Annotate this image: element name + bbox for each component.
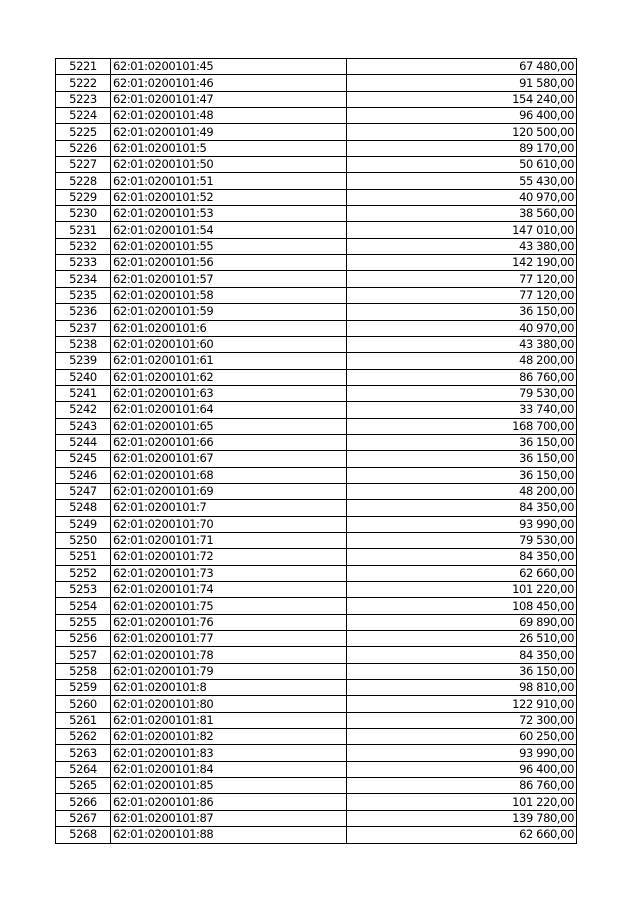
- row-number-cell: 5246: [56, 467, 111, 483]
- cadastral-number-cell: 62:01:0200101:45: [111, 59, 347, 75]
- cadastral-number-cell: 62:01:0200101:69: [111, 483, 347, 499]
- value-cell: 91 580,00: [347, 75, 577, 91]
- value-cell: 98 810,00: [347, 680, 577, 696]
- cadastral-number-cell: 62:01:0200101:58: [111, 287, 347, 303]
- row-number-cell: 5242: [56, 402, 111, 418]
- table-row: [56, 91, 577, 107]
- row-number-cell: 5221: [56, 59, 111, 75]
- table-row: [56, 255, 577, 271]
- cadastral-number-cell: 62:01:0200101:74: [111, 582, 347, 598]
- table-row: [56, 516, 577, 532]
- row-number-cell: 5237: [56, 320, 111, 336]
- value-cell: 84 350,00: [347, 647, 577, 663]
- value-cell: 60 250,00: [347, 729, 577, 745]
- row-number-cell: 5266: [56, 794, 111, 810]
- row-number-cell: 5245: [56, 451, 111, 467]
- value-cell: 139 780,00: [347, 810, 577, 826]
- cadastral-value-table: [55, 58, 577, 844]
- cadastral-number-cell: 62:01:0200101:6: [111, 320, 347, 336]
- table-row: [56, 467, 577, 483]
- value-cell: 48 200,00: [347, 353, 577, 369]
- cadastral-number-cell: 62:01:0200101:81: [111, 712, 347, 728]
- value-cell: 62 660,00: [347, 827, 577, 843]
- row-number-cell: 5225: [56, 124, 111, 140]
- row-number-cell: 5249: [56, 516, 111, 532]
- row-number-cell: 5268: [56, 827, 111, 843]
- table-row: [56, 402, 577, 418]
- row-number-cell: 5233: [56, 255, 111, 271]
- cadastral-number-cell: 62:01:0200101:47: [111, 91, 347, 107]
- table-row: [56, 729, 577, 745]
- table-row: [56, 778, 577, 794]
- table-row: [56, 614, 577, 630]
- table-row: [56, 663, 577, 679]
- table-row: [56, 222, 577, 238]
- table-row: [56, 761, 577, 777]
- table-row: [56, 565, 577, 581]
- row-number-cell: 5224: [56, 108, 111, 124]
- row-number-cell: 5227: [56, 157, 111, 173]
- table-row: [56, 745, 577, 761]
- value-cell: 36 150,00: [347, 663, 577, 679]
- value-cell: 93 990,00: [347, 516, 577, 532]
- cadastral-number-cell: 62:01:0200101:49: [111, 124, 347, 140]
- cadastral-number-cell: 62:01:0200101:46: [111, 75, 347, 91]
- value-cell: 40 970,00: [347, 320, 577, 336]
- value-cell: 79 530,00: [347, 532, 577, 548]
- cadastral-number-cell: 62:01:0200101:51: [111, 173, 347, 189]
- table-row: [56, 385, 577, 401]
- value-cell: 93 990,00: [347, 745, 577, 761]
- value-cell: 36 150,00: [347, 304, 577, 320]
- cadastral-number-cell: 62:01:0200101:56: [111, 255, 347, 271]
- table-row: [56, 369, 577, 385]
- cadastral-number-cell: 62:01:0200101:76: [111, 614, 347, 630]
- cadastral-number-cell: 62:01:0200101:66: [111, 434, 347, 450]
- table-row: [56, 75, 577, 91]
- value-cell: 36 150,00: [347, 434, 577, 450]
- value-cell: 79 530,00: [347, 385, 577, 401]
- row-number-cell: 5258: [56, 663, 111, 679]
- table-row: [56, 173, 577, 189]
- cadastral-number-cell: 62:01:0200101:84: [111, 761, 347, 777]
- value-cell: 26 510,00: [347, 631, 577, 647]
- table-row: [56, 271, 577, 287]
- cadastral-number-cell: 62:01:0200101:71: [111, 532, 347, 548]
- value-cell: 120 500,00: [347, 124, 577, 140]
- value-cell: 67 480,00: [347, 59, 577, 75]
- table-row: [56, 238, 577, 254]
- value-cell: 86 760,00: [347, 778, 577, 794]
- document-page: [55, 58, 577, 844]
- table-row: [56, 157, 577, 173]
- row-number-cell: 5223: [56, 91, 111, 107]
- row-number-cell: 5255: [56, 614, 111, 630]
- value-cell: 122 910,00: [347, 696, 577, 712]
- cadastral-number-cell: 62:01:0200101:62: [111, 369, 347, 385]
- cadastral-number-cell: 62:01:0200101:64: [111, 402, 347, 418]
- row-number-cell: 5230: [56, 206, 111, 222]
- row-number-cell: 5248: [56, 500, 111, 516]
- value-cell: 50 610,00: [347, 157, 577, 173]
- value-cell: 38 560,00: [347, 206, 577, 222]
- cadastral-number-cell: 62:01:0200101:63: [111, 385, 347, 401]
- row-number-cell: 5238: [56, 336, 111, 352]
- cadastral-number-cell: 62:01:0200101:8: [111, 680, 347, 696]
- value-cell: 96 400,00: [347, 108, 577, 124]
- value-cell: 77 120,00: [347, 287, 577, 303]
- value-cell: 33 740,00: [347, 402, 577, 418]
- row-number-cell: 5263: [56, 745, 111, 761]
- row-number-cell: 5229: [56, 189, 111, 205]
- row-number-cell: 5244: [56, 434, 111, 450]
- row-number-cell: 5265: [56, 778, 111, 794]
- value-cell: 108 450,00: [347, 598, 577, 614]
- value-cell: 89 170,00: [347, 140, 577, 156]
- cadastral-number-cell: 62:01:0200101:52: [111, 189, 347, 205]
- cadastral-number-cell: 62:01:0200101:65: [111, 418, 347, 434]
- row-number-cell: 5261: [56, 712, 111, 728]
- table-row: [56, 418, 577, 434]
- value-cell: 43 380,00: [347, 336, 577, 352]
- table-row: [56, 336, 577, 352]
- value-cell: 36 150,00: [347, 467, 577, 483]
- row-number-cell: 5251: [56, 549, 111, 565]
- row-number-cell: 5236: [56, 304, 111, 320]
- table-row: [56, 631, 577, 647]
- row-number-cell: 5262: [56, 729, 111, 745]
- value-cell: 147 010,00: [347, 222, 577, 238]
- table-row: [56, 827, 577, 843]
- table-row: [56, 206, 577, 222]
- table-body: [56, 59, 577, 844]
- row-number-cell: 5241: [56, 385, 111, 401]
- table-row: [56, 108, 577, 124]
- row-number-cell: 5240: [56, 369, 111, 385]
- row-number-cell: 5260: [56, 696, 111, 712]
- row-number-cell: 5257: [56, 647, 111, 663]
- row-number-cell: 5232: [56, 238, 111, 254]
- value-cell: 72 300,00: [347, 712, 577, 728]
- row-number-cell: 5234: [56, 271, 111, 287]
- table-row: [56, 189, 577, 205]
- value-cell: 101 220,00: [347, 582, 577, 598]
- row-number-cell: 5252: [56, 565, 111, 581]
- cadastral-number-cell: 62:01:0200101:70: [111, 516, 347, 532]
- table-row: [56, 794, 577, 810]
- value-cell: 36 150,00: [347, 451, 577, 467]
- value-cell: 168 700,00: [347, 418, 577, 434]
- row-number-cell: 5250: [56, 532, 111, 548]
- cadastral-number-cell: 62:01:0200101:88: [111, 827, 347, 843]
- row-number-cell: 5231: [56, 222, 111, 238]
- cadastral-number-cell: 62:01:0200101:78: [111, 647, 347, 663]
- cadastral-number-cell: 62:01:0200101:61: [111, 353, 347, 369]
- cadastral-number-cell: 62:01:0200101:57: [111, 271, 347, 287]
- row-number-cell: 5256: [56, 631, 111, 647]
- row-number-cell: 5222: [56, 75, 111, 91]
- row-number-cell: 5228: [56, 173, 111, 189]
- value-cell: 43 380,00: [347, 238, 577, 254]
- row-number-cell: 5243: [56, 418, 111, 434]
- table-row: [56, 483, 577, 499]
- cadastral-number-cell: 62:01:0200101:87: [111, 810, 347, 826]
- table-row: [56, 353, 577, 369]
- table-row: [56, 647, 577, 663]
- value-cell: 69 890,00: [347, 614, 577, 630]
- cadastral-number-cell: 62:01:0200101:85: [111, 778, 347, 794]
- table-row: [56, 287, 577, 303]
- value-cell: 154 240,00: [347, 91, 577, 107]
- row-number-cell: 5267: [56, 810, 111, 826]
- table-row: [56, 304, 577, 320]
- value-cell: 84 350,00: [347, 549, 577, 565]
- table-row: [56, 320, 577, 336]
- table-row: [56, 124, 577, 140]
- row-number-cell: 5247: [56, 483, 111, 499]
- table-row: [56, 712, 577, 728]
- cadastral-number-cell: 62:01:0200101:50: [111, 157, 347, 173]
- table-row: [56, 500, 577, 516]
- cadastral-number-cell: 62:01:0200101:86: [111, 794, 347, 810]
- cadastral-number-cell: 62:01:0200101:5: [111, 140, 347, 156]
- row-number-cell: 5253: [56, 582, 111, 598]
- row-number-cell: 5264: [56, 761, 111, 777]
- value-cell: 96 400,00: [347, 761, 577, 777]
- cadastral-number-cell: 62:01:0200101:68: [111, 467, 347, 483]
- table-row: [56, 140, 577, 156]
- table-row: [56, 451, 577, 467]
- cadastral-number-cell: 62:01:0200101:55: [111, 238, 347, 254]
- value-cell: 62 660,00: [347, 565, 577, 581]
- row-number-cell: 5254: [56, 598, 111, 614]
- value-cell: 55 430,00: [347, 173, 577, 189]
- cadastral-number-cell: 62:01:0200101:83: [111, 745, 347, 761]
- value-cell: 77 120,00: [347, 271, 577, 287]
- table-row: [56, 598, 577, 614]
- table-row: [56, 582, 577, 598]
- cadastral-number-cell: 62:01:0200101:82: [111, 729, 347, 745]
- cadastral-number-cell: 62:01:0200101:7: [111, 500, 347, 516]
- table-row: [56, 532, 577, 548]
- table-row: [56, 59, 577, 75]
- cadastral-number-cell: 62:01:0200101:79: [111, 663, 347, 679]
- cadastral-number-cell: 62:01:0200101:48: [111, 108, 347, 124]
- table-row: [56, 549, 577, 565]
- table-row: [56, 434, 577, 450]
- cadastral-number-cell: 62:01:0200101:67: [111, 451, 347, 467]
- value-cell: 101 220,00: [347, 794, 577, 810]
- cadastral-number-cell: 62:01:0200101:75: [111, 598, 347, 614]
- cadastral-number-cell: 62:01:0200101:60: [111, 336, 347, 352]
- value-cell: 142 190,00: [347, 255, 577, 271]
- cadastral-number-cell: 62:01:0200101:73: [111, 565, 347, 581]
- value-cell: 48 200,00: [347, 483, 577, 499]
- cadastral-number-cell: 62:01:0200101:54: [111, 222, 347, 238]
- row-number-cell: 5235: [56, 287, 111, 303]
- table-row: [56, 810, 577, 826]
- row-number-cell: 5259: [56, 680, 111, 696]
- row-number-cell: 5226: [56, 140, 111, 156]
- cadastral-number-cell: 62:01:0200101:59: [111, 304, 347, 320]
- cadastral-number-cell: 62:01:0200101:77: [111, 631, 347, 647]
- cadastral-number-cell: 62:01:0200101:72: [111, 549, 347, 565]
- value-cell: 40 970,00: [347, 189, 577, 205]
- table-row: [56, 680, 577, 696]
- value-cell: 84 350,00: [347, 500, 577, 516]
- row-number-cell: 5239: [56, 353, 111, 369]
- cadastral-number-cell: 62:01:0200101:80: [111, 696, 347, 712]
- table-row: [56, 696, 577, 712]
- value-cell: 86 760,00: [347, 369, 577, 385]
- cadastral-number-cell: 62:01:0200101:53: [111, 206, 347, 222]
